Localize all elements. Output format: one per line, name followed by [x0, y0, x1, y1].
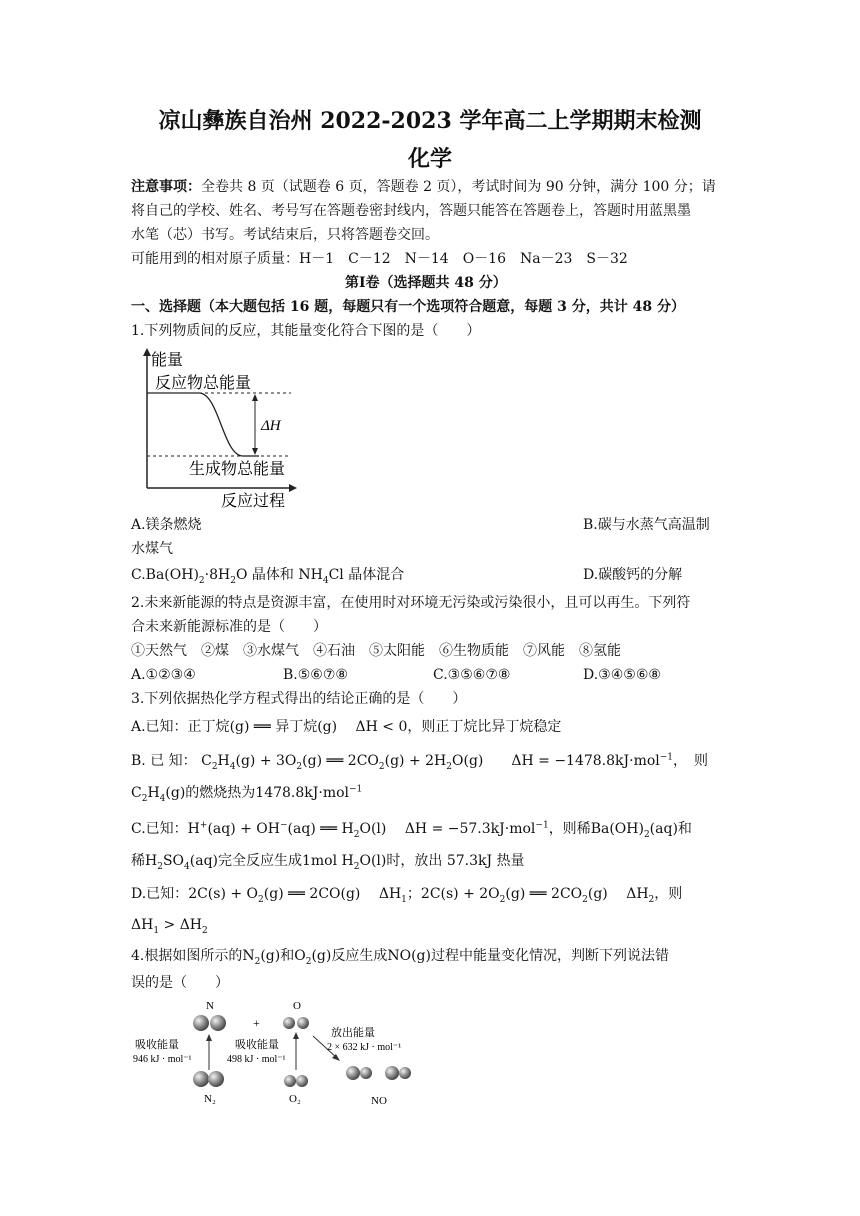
q3-b-prefix: B. 已 知： — [131, 753, 197, 769]
volume-title: 第Ⅰ卷（选择题共 48 分） — [345, 275, 507, 291]
q2-option-a: A.①②③④ — [131, 667, 196, 683]
absorb-energy-label-2: 吸收能量 — [235, 1039, 279, 1051]
q3-a-prefix: A.已知：正丁烷 — [131, 719, 230, 735]
q1-option-b-cont: 水煤气 — [131, 541, 173, 557]
energy-diagram — [131, 346, 301, 511]
release-energy-value: 2 × 632 kJ · mol⁻¹ — [327, 1042, 402, 1053]
q3-d-then: ，则 — [654, 886, 683, 902]
q2-option-d: D.③④⑤⑥⑧ — [583, 667, 661, 683]
q3-option-a: A.已知：正丁烷(g) ══ 异丁烷(g) ΔH < 0，则正丁烷比异丁烷稳定 — [131, 719, 562, 735]
bond-energy-diagram — [131, 996, 431, 1108]
q3-c-line2-a: 稀 — [131, 853, 145, 869]
q2-stem-1: 2.未来新能源的特点是资源丰富，在使用时对环境无污染或污染很小，且可以再生。下列符 — [131, 595, 691, 611]
q1-option-d: D.碳酸钙的分解 — [583, 567, 683, 583]
q1-stem: 1.下列物质间的反应，其能量变化符合下图的是（ ） — [131, 323, 481, 339]
plus-sign: + — [253, 1016, 260, 1030]
q3-a-conclusion: ，则正丁烷比异丁烷稳定 — [407, 719, 562, 735]
q3-option-c: C.已知：H+(aq) + OH−(aq) ══ $H_2O(l)$ ΔH = −57.3kJ·mol$^{-1}$，则稀$Ba(OH)_2(aq)$和 — [131, 820, 692, 840]
notice-text-1: 全卷共 8 页（试题卷 6 页，答题卷 2 页），考试时间为 90 分钟，满分 100 分；请 — [201, 179, 716, 195]
exam-title: 凉山彝族自治州 2022-2023 学年高二上学期期末检测 — [158, 108, 702, 134]
q3-stem: 3.下列依据热化学方程式得出的结论正确的是（ ） — [131, 691, 467, 707]
q3-c-line2-c: 时，放出 57.3kJ 热量 — [386, 853, 525, 869]
q1-c-suffix: 晶体混合 — [348, 567, 405, 583]
o2-label: O₂ — [289, 1093, 301, 1105]
subject-title: 化学 — [407, 146, 452, 172]
q3-option-c-line2: 稀$H_2SO_4(aq)$完全反应生成1mol $H_2O(l)$时，放出 57.3kJ 热量 — [131, 853, 525, 872]
q3-b-then: ， 则 — [673, 753, 709, 769]
part-title: 一、选择题（本大题包括 16 题，每题只有一个选项符合题意，每题 3 分，共计 48 分） — [131, 299, 685, 315]
reactant-energy-label: 反应物总能量 — [155, 375, 252, 392]
atomic-masses: 可能用到的相对原子质量：H－1 C－12 N－14 O－16 Na－23 S－32 — [131, 251, 628, 267]
q3-d-prefix: D.已知： — [131, 886, 189, 902]
n-atom-label: N — [206, 1000, 214, 1012]
q3-option-d-line2: $\Delta H_1 > \Delta H_2$ — [131, 917, 208, 936]
absorb-energy-value-1: 946 kJ · mol⁻¹ — [133, 1054, 192, 1065]
absorb-energy-label-1: 吸收能量 — [135, 1039, 179, 1051]
q1-option-a: A.镁条燃烧 — [131, 517, 202, 533]
q4-stem-2: 误的是（ ） — [131, 975, 229, 991]
q4-stem-1: 4.根据如图所示的$N_2(g)$和$O_2(g)$反应生成NO(g)过程中能量变化情况，判断下列说法错 — [131, 948, 669, 967]
q3-option-b-line2: $C_2H_4(g)$的燃烧热为1478.8kJ·mol$^{-1}$ — [131, 784, 363, 804]
notice-line-1 — [131, 177, 716, 197]
notice-label: 注意事项： — [131, 179, 201, 195]
release-energy-label: 放出能量 — [331, 1027, 375, 1039]
notice-line-3: 水笔（芯）书写。考试结束后，只将答题卷交回。 — [131, 227, 439, 243]
q4-stem-c: 反应生成 — [331, 948, 388, 964]
q3-c-line2-b: 完全反应生成 — [218, 853, 302, 869]
q1-option-c: $C.Ba(OH)_2\cdot 8H_2O$ 晶体和 $NH_4Cl$ 晶体混合 — [131, 567, 405, 586]
q4-stem-a: 4.根据如图所示的 — [131, 948, 243, 964]
process-axis-label: 反应过程 — [221, 493, 286, 510]
delta-h-label: ΔH — [261, 418, 281, 434]
q2-stem-2: 合未来新能源标准的是（ ） — [131, 619, 327, 635]
absorb-energy-value-2: 498 kJ · mol⁻¹ — [227, 1054, 286, 1065]
no-label: NO — [371, 1095, 387, 1107]
q3-b-line2: 的燃烧热为 — [185, 785, 256, 801]
energy-axis-label: 能量 — [151, 352, 184, 369]
n2-label: N₂ — [204, 1093, 216, 1105]
o-atom-label: O — [293, 1000, 301, 1012]
q1-c-prefix: C. — [131, 567, 146, 583]
q3-option-b: B. 已 知： $C_2H_4(g) + 3O_2(g)$ ══ $2CO_2(g) + 2H_2O(g)$ ΔH = −1478.8kJ·mol$^{-1}$， 则 — [131, 752, 709, 772]
q4-stem-b: 和 — [280, 948, 295, 964]
q2-items: ①天然气 ②煤 ③水煤气 ④石油 ⑤太阳能 ⑥生物质能 ⑦风能 ⑧氢能 — [131, 643, 621, 659]
q1-c-mid: 晶体和 — [251, 567, 294, 583]
q3-c-then: ，则稀 — [548, 821, 591, 837]
q2-option-c: C.③⑤⑥⑦⑧ — [433, 667, 511, 683]
q2-option-b: B.⑤⑥⑦⑧ — [283, 667, 348, 683]
q4-stem-d: 过程中能量变化情况，判断下列说法错 — [430, 948, 669, 964]
notice-line-2: 将自己的学校、姓名、考号写在答题卷密封线内，答题只能答在答题卷上，答题时用蓝黑墨 — [131, 203, 691, 219]
q1-option-b: B.碳与水蒸气高温制 — [583, 517, 710, 533]
q3-c-prefix: C.已知： — [131, 821, 188, 837]
q3-option-d: D.已知：$2C(s) + O_2(g)$ ══ 2CO(g) $\Delta H_1$；$2C(s) + 2O_2(g)$ ══ $2CO_2(g)$ $\Delta H_2$，则 — [131, 886, 683, 905]
product-energy-label: 生成物总能量 — [189, 461, 286, 478]
q3-c-and: 和 — [677, 821, 692, 837]
